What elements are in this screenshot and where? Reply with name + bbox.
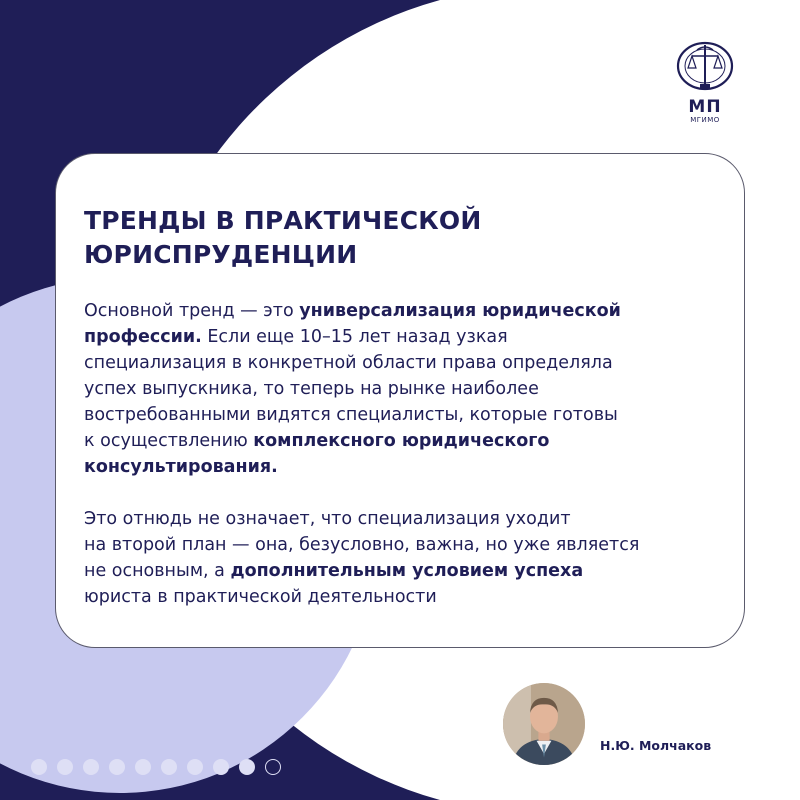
paragraph-line: юриста в практической деятельности xyxy=(84,587,437,607)
bold-text: консультирования. xyxy=(84,457,278,477)
page-dot[interactable] xyxy=(31,759,47,775)
bold-text: универсализация юридической xyxy=(299,301,621,321)
card-title-line: ТРЕНДЫ В ПРАКТИЧЕСКОЙ xyxy=(84,206,482,235)
pagination-dots xyxy=(31,759,281,775)
page-dot[interactable] xyxy=(161,759,177,775)
author-name: Н.Ю. Молчаков xyxy=(600,738,712,753)
page-dot-active[interactable] xyxy=(265,759,281,775)
bold-text: дополнительным условием успеха xyxy=(230,561,584,581)
card-title-line: ЮРИСПРУДЕНЦИИ xyxy=(84,240,358,269)
paragraph-line: специализация в конкретной области права определяла xyxy=(84,353,613,373)
paragraph-line xyxy=(84,298,724,324)
card-title xyxy=(84,204,724,272)
logo-sub-text: МГИМО xyxy=(690,116,720,124)
paragraph-2 xyxy=(84,506,724,610)
page-dot[interactable] xyxy=(109,759,125,775)
content-card xyxy=(55,153,745,648)
page-dot[interactable] xyxy=(57,759,73,775)
text-span: Если еще 10–15 лет назад узкая xyxy=(201,327,508,347)
mp-mgimo-emblem-icon xyxy=(675,40,735,96)
page-dot[interactable] xyxy=(239,759,255,775)
paragraph-line xyxy=(84,558,724,584)
logo-main-text: МП xyxy=(688,97,722,117)
bold-text: комплексного юридического xyxy=(253,431,550,451)
page-dot[interactable] xyxy=(187,759,203,775)
author-portrait xyxy=(503,683,585,765)
paragraph-line: успех выпускника, то теперь на рынке наиболее xyxy=(84,379,539,399)
paragraph-line: востребованными видятся специалисты, которые готовы xyxy=(84,405,618,425)
bold-text: профессии. xyxy=(84,327,202,347)
paragraph-line xyxy=(84,454,724,480)
paragraph-1 xyxy=(84,298,724,480)
page-dot[interactable] xyxy=(135,759,151,775)
paragraph-line: Это отнюдь не означает, что специализация уходит xyxy=(84,509,571,529)
text-span: не основным, а xyxy=(84,561,231,581)
paragraph-line xyxy=(84,324,724,350)
page-dot[interactable] xyxy=(213,759,229,775)
text-span: к осуществлению xyxy=(84,431,254,451)
mp-mgimo-logo xyxy=(666,40,744,130)
author-avatar xyxy=(500,680,588,768)
paragraph-line: на второй план — она, безусловно, важна, но уже является xyxy=(84,535,640,555)
page-dot[interactable] xyxy=(83,759,99,775)
text-span: Основной тренд — это xyxy=(84,301,300,321)
paragraph-line xyxy=(84,428,724,454)
